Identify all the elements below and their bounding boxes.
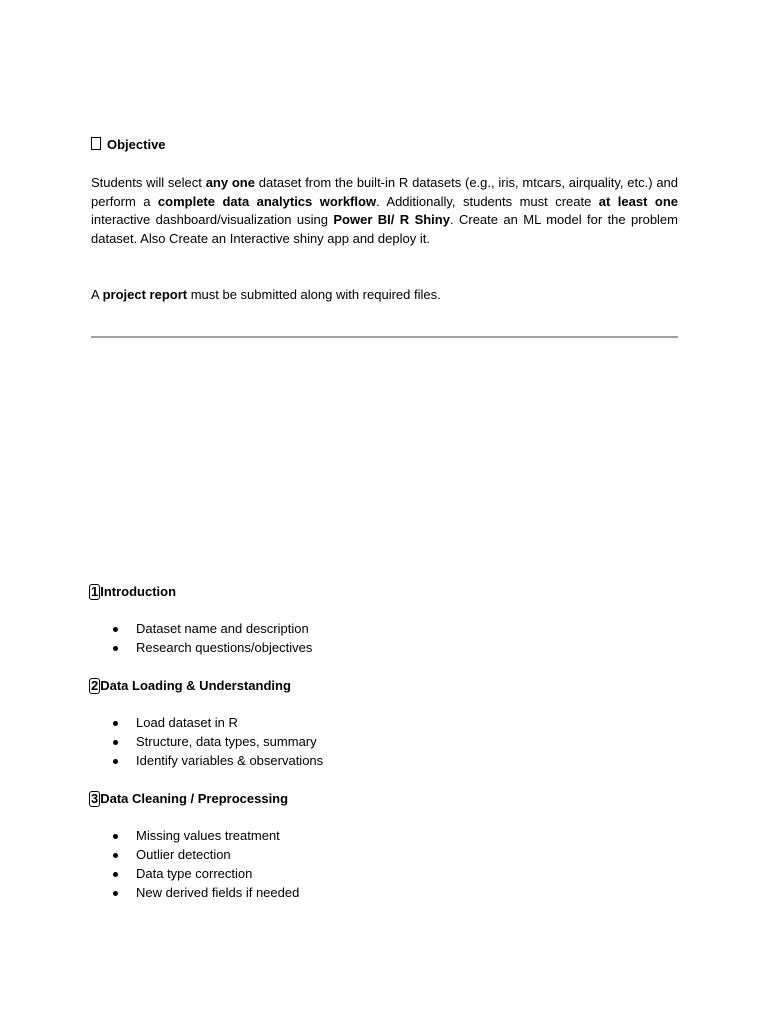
section-heading-data-loading: [89, 677, 291, 696]
bold-text: Power BI/ R Shiny: [333, 212, 450, 228]
objective-heading-text: Objective: [107, 137, 166, 152]
objective-paragraph: [91, 174, 678, 248]
list-item: Dataset name and description: [91, 620, 312, 639]
section-list-data-cleaning: [91, 827, 299, 903]
section-title: Data Loading & Understanding: [100, 678, 291, 693]
bold-text: project report: [102, 287, 188, 302]
section-number: 3: [91, 791, 99, 806]
text: . Create an ML model for the problem dataset. Also Create an Interactive shiny app and deploy it.: [91, 212, 678, 246]
list-item: Load dataset in R: [91, 714, 323, 733]
box-glyph-icon: [91, 137, 101, 150]
list-item: Missing values treatment: [91, 827, 299, 846]
section-list-introduction: [91, 620, 312, 658]
list-item: Research questions/objectives: [91, 639, 312, 658]
text: interactive dashboard/visualization using: [91, 212, 334, 228]
section-list-data-loading: [91, 714, 323, 771]
text: Students will select: [91, 175, 206, 190]
section-title: Data Cleaning / Preprocessing: [100, 791, 289, 806]
bold-text: any one: [205, 175, 255, 190]
text: must be submitted along with required files.: [187, 287, 441, 302]
list-item: Data type correction: [91, 865, 299, 884]
list-item: New derived fields if needed: [91, 884, 299, 903]
section-heading-introduction: [89, 583, 176, 602]
report-paragraph: [91, 286, 678, 305]
text: . Additionally, students must create: [376, 193, 599, 209]
section-number: 1: [91, 584, 99, 599]
bold-text: complete data analytics workflow: [157, 193, 377, 209]
list-item: Structure, data types, summary: [91, 733, 323, 752]
section-heading-data-cleaning: [89, 790, 288, 809]
section-number: 2: [91, 678, 99, 693]
section-title: Introduction: [100, 584, 177, 599]
horizontal-divider: [91, 336, 678, 338]
text: A: [91, 287, 103, 302]
bold-text: at least one: [598, 193, 678, 209]
list-item: Outlier detection: [91, 846, 299, 865]
list-item: Identify variables & observations: [91, 752, 323, 771]
text: dataset from the built-in R datasets (e.g., iris, mtcars, airquality, etc.) and perform a: [91, 175, 679, 209]
objective-heading: [91, 136, 166, 155]
